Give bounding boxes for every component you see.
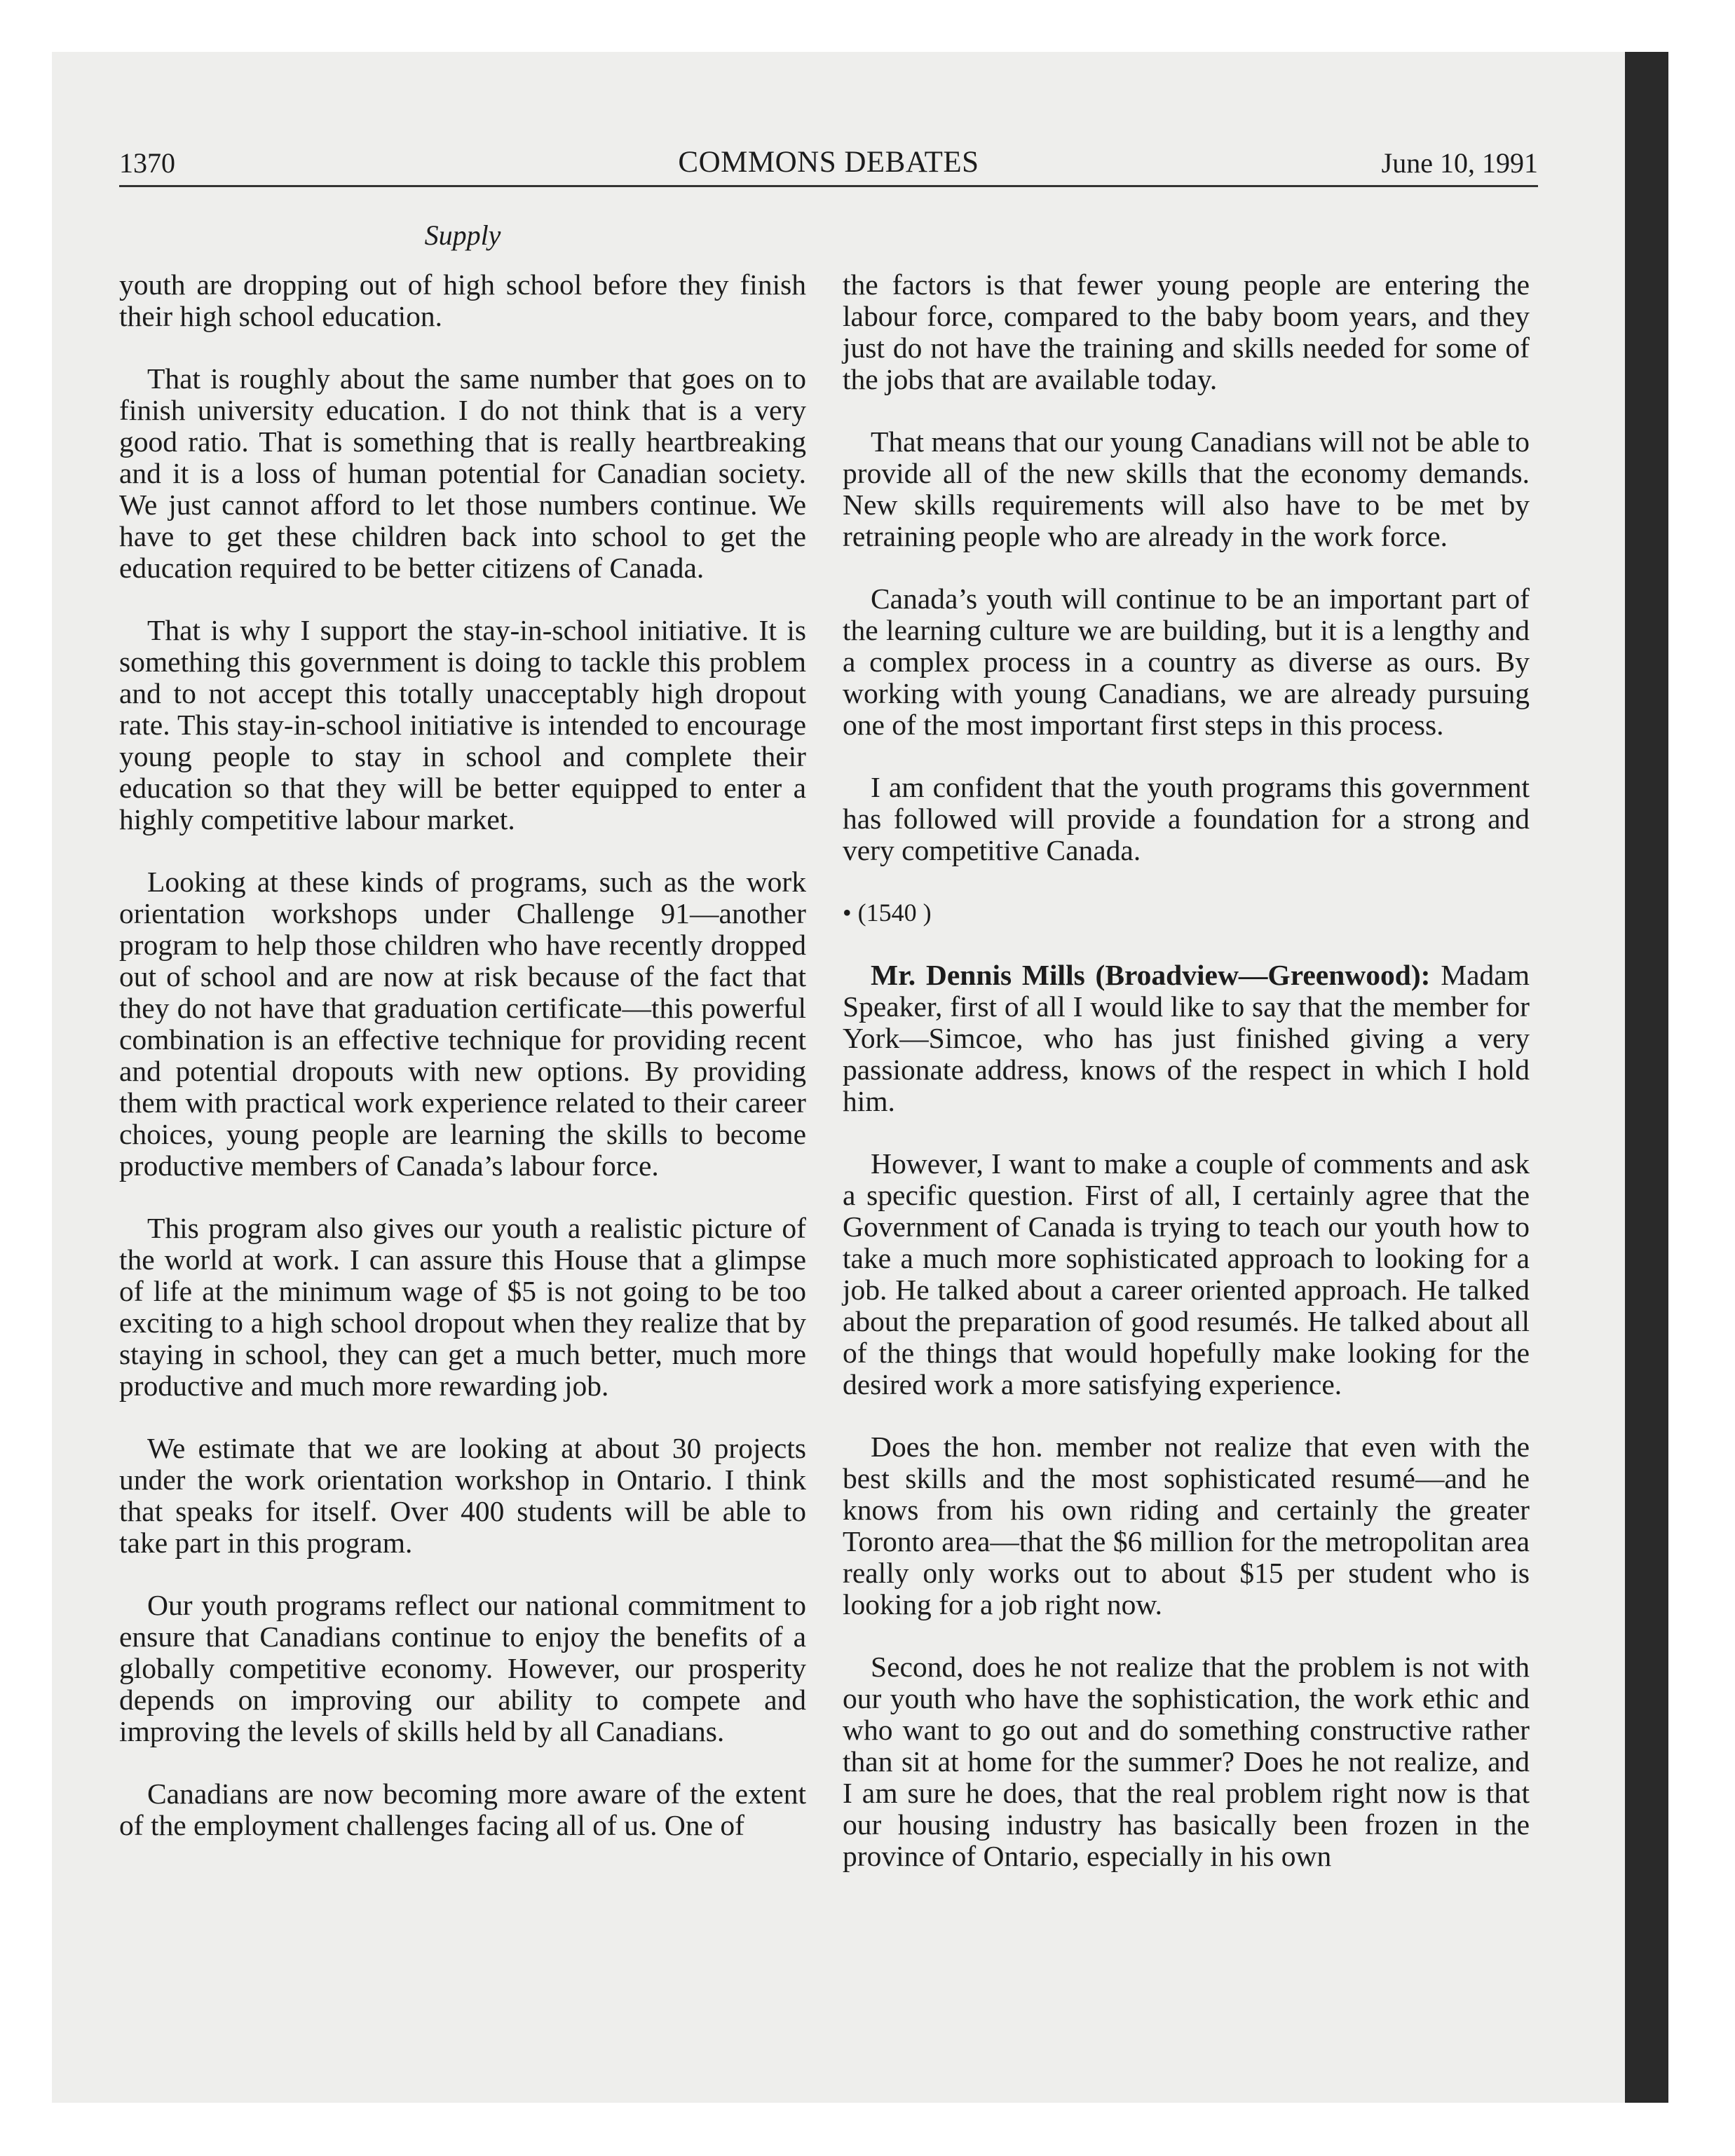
right-paragraph-4: I am confident that the youth programs this government has followed will provide a foundation for a strong and very competitive Canada. [843, 771, 1530, 866]
scan-edge-shadow [1625, 52, 1668, 2103]
right-paragraph-8: Second, does he not realize that the problem is not with our youth who have the sophistication, the work ethic and who want to go out and do something constructive rather than sit at home for the summer? Does he not realize, and I am sure he does, that the real problem right now is that our housing industry has basically been frozen in the province of Ontario, especially in his own [843, 1651, 1530, 1872]
left-paragraph-1: youth are dropping out of high school before they finish their high school education. [119, 268, 806, 332]
right-paragraph-2: That means that our young Canadians will not be able to provide all of the new skills that the economy demands. New skills requirements will also have to be met by retraining people who are already in the work force. [843, 425, 1530, 552]
right-paragraph-3: Canada’s youth will continue to be an important part of the learning culture we are building, but it is a lengthy and a complex process in a country as diverse as ours. By working with young Canadians, we are already pursuing one of the most important first steps in this process. [843, 582, 1530, 741]
left-paragraph-3: That is why I support the stay-in-school initiative. It is something this government is doing to tackle this problem and to not accept this totally unacceptably high dropout rate. This stay-in-school initiative is intended to encourage young people to stay in school and complete their education so that they will be better equipped to enter a highly competitive labour market. [119, 614, 806, 835]
section-label: Supply [424, 219, 501, 251]
left-paragraph-4: Looking at these kinds of programs, such as the work orientation workshops under Challenge 91—another program to help those children who have recently dropped out of school and are now at risk because of the fact that they do not have that graduation certificate—this powerful combination is an effective technique for providing recent and potential dropouts with new options. By providing them with practical work experience related to their career choices, young people are learning the skills to become productive members of Canada’s labour force. [119, 866, 806, 1182]
left-paragraph-6: We estimate that we are looking at about 30 projects under the work orientation workshop in Ontario. I think that speaks for itself. Over 400 students will be able to take part in this program. [119, 1432, 806, 1559]
speaker-paragraph [843, 960, 1530, 1117]
left-column [119, 269, 806, 1872]
speaker-paragraph-text: Madam Speaker, first of all I would like to say that the member for York—Simcoe, who has just finished giving a very passionate address, knows of the respect in which I hold him. [843, 959, 1530, 1117]
publication-title: COMMONS DEBATES [678, 146, 979, 179]
right-paragraph-1: the factors is that fewer young people are entering the labour force, compared to the baby boom years, and they just do not have the training and skills needed for some of the jobs that are available today. [843, 268, 1530, 395]
running-header [119, 143, 1538, 184]
header-rule [119, 185, 1538, 187]
speaker-name: Mr. Dennis Mills (Broadview—Greenwood): [871, 959, 1431, 991]
page-number: 1370 [119, 147, 175, 179]
right-column [843, 269, 1530, 1903]
left-paragraph-2: That is roughly about the same number that goes on to finish university education. I do not think that is a very good ratio. That is something that is really heartbreaking and it is a loss of human potential for Canadian society. We just cannot afford to let those numbers continue. We have to get these children back into school to get the education required to be better citizens of Canada. [119, 362, 806, 584]
publication-date: June 10, 1991 [1381, 147, 1538, 179]
right-paragraph-6: However, I want to make a couple of comments and ask a specific question. First of all, I certainly agree that the Government of Canada is trying to teach our youth how to take a much more sophisticated approach to looking for a job. He talked about a career oriented approach. He talked about the preparation of good resumés. He talked about all of the things that would hopefully make looking for the desired work a more satisfying experience. [843, 1147, 1530, 1400]
left-paragraph-7: Our youth programs reflect our national commitment to ensure that Canadians continue to enjoy the benefits of a globally competitive economy. However, our prosperity depends on improving our ability to compete and improving the levels of skills held by all Canadians. [119, 1589, 806, 1747]
left-paragraph-8: Canadians are now becoming more aware of the extent of the employment challenges facing all of us. One of [119, 1778, 806, 1841]
right-paragraph-7: Does the hon. member not realize that even with the best skills and the most sophisticated resumé—and he knows from his own riding and certainly the greater Toronto area—that the $6 million for the metropolitan area really only works out to about $15 per student who is looking for a job right now. [843, 1431, 1530, 1621]
time-marker: • (1540 ) [843, 899, 932, 927]
left-paragraph-5: This program also gives our youth a realistic picture of the world at work. I can assure this House that a glimpse of life at the minimum wage of $5 is not going to be too exciting to a high school dropout when they realize that by staying in school, they can get a much better, much more productive and much more rewarding job. [119, 1212, 806, 1402]
